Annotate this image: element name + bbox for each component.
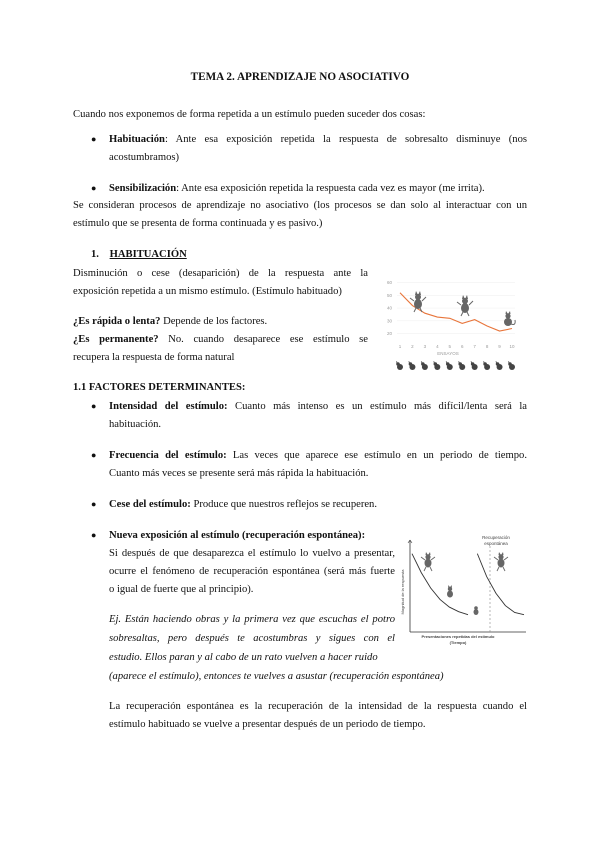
fig1-cat-icon (446, 361, 453, 370)
section-title: HABITUACIÓN (109, 249, 187, 260)
section-heading-habituacion (91, 246, 187, 264)
fig2-ylabel: Magnitud de la respuesta (400, 569, 405, 615)
cat-startled-icon (421, 552, 435, 571)
aprendizaje-paragraph-line1: Se consideran procesos de aprendizaje no asociativo (los procesos se dan solo al interactuar con un (73, 200, 527, 211)
fig1-cat-icon (496, 361, 503, 370)
section-number: 1. (91, 249, 99, 260)
factor-intensidad-text: Cuanto más intenso es un estímulo más difícil/lenta será la (227, 401, 527, 412)
fig1-x-tick: 4 (436, 344, 439, 349)
bullet-icon: ● (91, 183, 97, 193)
aprendizaje-paragraph-line2: estímulo que se presenta de forma continuada y es pasivo.) (73, 218, 323, 229)
section-heading-factores: 1.1 FACTORES DETERMINANTES: (73, 382, 246, 393)
fig1-x-tick: 10 (509, 344, 515, 349)
factor-intensidad-line1 (109, 398, 527, 416)
fig1-x-tick: 8 (485, 344, 489, 349)
cat-startled-icon (410, 291, 426, 312)
factor-frecuencia-line2: Cuanto más veces se presente será más rápida la habituación. (109, 468, 369, 479)
fig1-x-tick: 2 (411, 344, 414, 349)
fig1-y-tick: 20 (386, 331, 392, 337)
fig1-x-tick: 7 (473, 344, 476, 349)
fig1-y-tick: 60 (386, 280, 392, 286)
factor-nueva-exposicion-line1: Si después de que desaparezca el estímulo lo vuelvo a presentar, (109, 548, 395, 559)
fig1-x-tick: 3 (423, 344, 427, 349)
intro-text: Cuando nos exponemos de forma repetida a un estímulo pueden suceder dos cosas: (73, 109, 426, 120)
factor-frecuencia-text: Las veces que aparece ese estímulo en un periodo de tiempo. (226, 450, 527, 461)
habituation-chart (378, 262, 528, 377)
fig1-cat-icon (483, 361, 490, 370)
bullet-icon: ● (91, 499, 97, 509)
question-permanente (73, 331, 368, 349)
final-paragraph-line2: estímulo habituado se vuelve a presentar después de un periodo de tiempo. (109, 719, 426, 730)
factor-cese-term: Cese del estímulo: (109, 499, 191, 510)
fig1-cat-icon (421, 361, 428, 370)
cat-calm-icon (474, 606, 479, 615)
factor-frecuencia-term: Frecuencia del estímulo: (109, 450, 227, 461)
example-line1: Ej. Están haciendo obras y la primera vez que escuchas el potro (109, 614, 395, 625)
recovery-chart (398, 532, 530, 654)
fig2-xlabel: Presentaciones repetidas del estímulo (421, 634, 495, 639)
cat-startled-icon (457, 295, 473, 316)
question-rapida-label: ¿Es rápida o lenta? (73, 316, 161, 327)
habituacion-def-line2: exposición repetida a un mismo estímulo. (Estímulo habituado) (73, 286, 342, 297)
fig1-cat-icon (471, 361, 478, 370)
example-line2: sobresaltas, pero después te acostumbras y sigues con el (109, 633, 395, 644)
bullet-icon: ● (91, 401, 97, 411)
page-title: TEMA 2. APRENDIZAJE NO ASOCIATIVO (190, 71, 410, 83)
habituacion-def-line1: Disminución o cese (desaparición) de la respuesta ante la (73, 268, 368, 279)
fig1-cat-icon (408, 361, 415, 370)
question-rapida-answer: Depende de los factores. (160, 316, 268, 327)
fig1-x-tick: 1 (398, 344, 402, 349)
factor-cese (109, 496, 377, 514)
habituacion-definition-line2: acostumbramos) (109, 152, 180, 163)
bullet-icon: ● (91, 134, 97, 144)
fig1-cat-icon (458, 361, 465, 370)
habituacion-text: : Ante esa exposición repetida la respuesta de sobresalto disminuye (nos (164, 134, 527, 145)
fig2-top-label: Recuperación (482, 535, 510, 540)
cat-icon (447, 585, 453, 598)
fig1-xlabel: ENSAYOS (437, 351, 459, 356)
question-permanente-line2: recupera la respuesta de forma natural (73, 352, 235, 363)
question-permanente-answer: No. cuando desaparece ese estímulo se (158, 334, 368, 345)
fig1-y-tick: 50 (386, 292, 392, 298)
fig2-xlabel2: (Tiempo) (449, 640, 467, 645)
fig2-top-label2: espontánea (484, 541, 508, 546)
factor-nueva-exposicion-line3: o igual de fuerte que al principio). (109, 584, 254, 595)
question-permanente-label: ¿Es permanente? (73, 334, 159, 345)
factor-nueva-exposicion-term: Nueva exposición al estímulo (recuperación espontánea): (109, 530, 366, 541)
example-line4: (aparece el estímulo), entonces te vuelves a asustar (recuperación espontánea) (109, 671, 444, 682)
term-sensibilizacion: Sensibilización (109, 183, 177, 194)
sensibilizacion-text: : Ante esa exposición repetida la respuesta cada vez es mayor (me irrita). (176, 183, 485, 194)
cat-startled-icon (494, 552, 508, 571)
factor-cese-text: Produce que nuestros reflejos se recuperen. (190, 499, 377, 510)
term-habituacion: Habituación (109, 134, 165, 145)
sensibilizacion-definition (109, 180, 485, 198)
fig1-cat-icon (396, 361, 403, 370)
factor-intensidad-line2: habituación. (109, 419, 162, 430)
fig1-y-tick: 30 (386, 318, 392, 324)
fig1-cat-icon (508, 361, 515, 370)
factor-nueva-exposicion-line2: ocurre el fenómeno de recuperación espontánea (será más fuerte (109, 566, 395, 577)
fig1-x-tick: 5 (448, 344, 452, 349)
question-rapida (73, 313, 267, 331)
habituation-curve-2 (412, 554, 468, 615)
factor-intensidad-term: Intensidad del estímulo: (109, 401, 228, 412)
fig1-cat-icon (433, 361, 440, 370)
example-line3: estudio. Ellos paran y al cabo de un rato vuelven a hacer ruido (109, 652, 378, 663)
factor-frecuencia-line1 (109, 447, 527, 465)
fig1-y-tick: 40 (386, 305, 392, 311)
fig1-x-tick: 6 (460, 344, 464, 349)
final-paragraph-line1: La recuperación espontánea es la recuperación de la intensidad de la respuesta cuando el (109, 701, 527, 712)
bullet-icon: ● (91, 530, 97, 540)
habituacion-definition-line1 (109, 131, 527, 149)
fig1-x-tick: 9 (498, 344, 501, 349)
bullet-icon: ● (91, 450, 97, 460)
cat-calm-icon (504, 311, 515, 326)
